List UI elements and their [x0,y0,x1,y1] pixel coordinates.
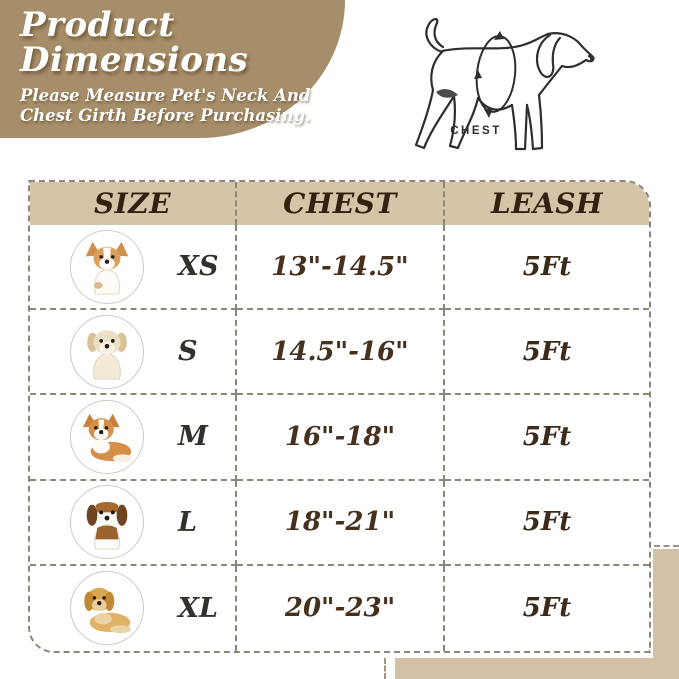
column-header-leash: LEASH [445,182,649,225]
page-subtitle-line1: Please Measure Pet's Neck And [20,86,311,106]
size-chart-table [28,180,651,653]
size-label-xs: XS [178,251,219,283]
size-label-xl: XL [178,592,218,624]
column-header-chest: CHEST [237,182,445,225]
page-title [20,5,345,80]
dog-measurement-diagram [376,2,614,164]
corgi-lying-icon [78,408,136,466]
table-row-s-size [30,310,237,395]
bottom-strip-dash [384,658,386,679]
leash-value-xl: 5Ft [522,593,572,624]
right-strip-dash [654,545,679,547]
dog-outline-icon [376,2,614,164]
corgi-adult-photo [70,400,144,474]
table-row-xl-size [30,566,237,651]
table-row-m-size [30,395,237,480]
size-label-m: M [178,421,208,453]
chest-value-l: 18"-21" [237,481,445,566]
leash-value-s: 5Ft [445,310,649,395]
cream-puppy-icon [78,323,136,381]
leash-value-l: 5Ft [445,481,649,566]
chest-value-xl: 20"-23" [237,566,445,651]
page-title-line1: Product [20,5,175,45]
diagram-chest-label: CHEST [450,125,502,137]
page-subtitle [20,86,345,126]
page-subtitle-line2: Chest Girth Before Purchasing. [20,106,311,126]
cream-labrador-puppy-photo [70,315,144,389]
beagle-icon [78,493,136,551]
leash-value-xs: 5Ft [445,225,649,310]
column-header-size: SIZE [30,182,237,225]
chest-value-s: 14.5"-16" [237,310,445,395]
golden-retriever-icon [78,579,136,637]
size-label-l: L [178,506,197,538]
beagle-photo [70,485,144,559]
bottom-tan-strip [395,658,679,679]
header-banner [0,0,345,138]
chest-value-xs: 13"-14.5" [237,225,445,310]
page-title-line2: Dimensions [20,39,249,80]
corgi-puppy-icon [78,238,136,296]
leash-value-m: 5Ft [445,395,649,480]
corgi-puppy-photo [70,230,144,304]
chest-value-m: 16"-18" [237,395,445,480]
table-row-l-size [30,481,237,566]
golden-retriever-photo [70,571,144,645]
size-label-s: S [178,336,198,368]
table-row-xs-size [30,225,237,310]
